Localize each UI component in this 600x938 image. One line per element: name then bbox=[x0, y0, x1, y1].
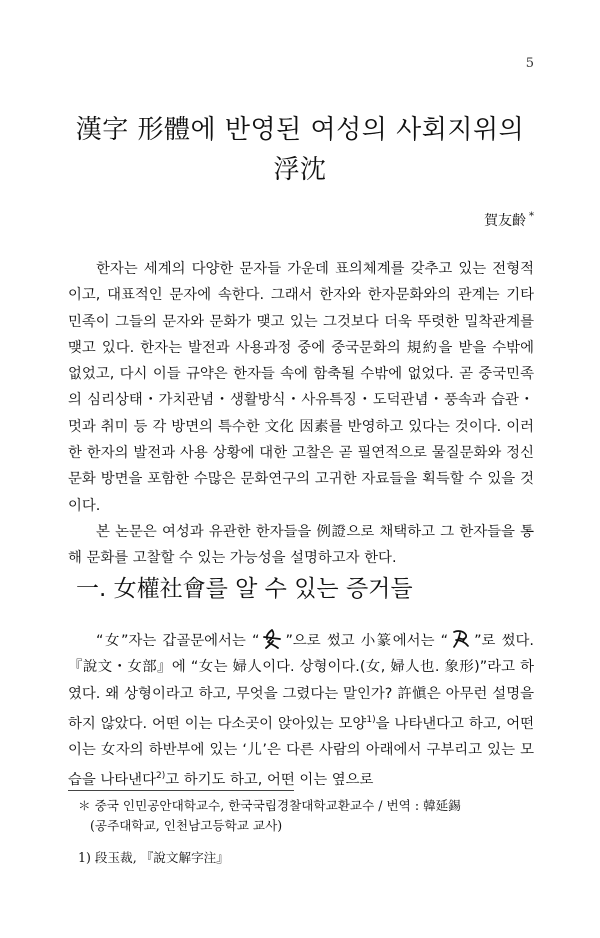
oracle-bone-nu-glyph-icon bbox=[259, 628, 285, 650]
author-name: 賀友齡 bbox=[484, 213, 526, 229]
section-text-5: 고 하기도 하고, 어떤 이는 옆으로 bbox=[165, 772, 374, 789]
footnote-divider bbox=[68, 790, 294, 791]
section-text-1: “女”자는 갑골문에서는 “ bbox=[96, 633, 260, 649]
section-text-4: 을 나타낸다고 하고, 어떤 이는 女자의 하반부에 있는 ‘儿’은 다른 사람의 아래에서 구부리고 있는 모습을 나타낸다 bbox=[68, 715, 534, 789]
page-number: 5 bbox=[525, 56, 534, 71]
section-paragraph-1 bbox=[68, 628, 534, 793]
page-title bbox=[40, 110, 560, 190]
author-footnote-mark: * bbox=[529, 211, 534, 223]
footnote-star-line-2: (공주대학교, 인천남고등학교 교사) bbox=[90, 818, 283, 833]
intro-paragraph-1: 한자는 세계의 다양한 문자들 가운데 표의체계를 갖추고 있는 전형적이고, 대표적인 문자에 속한다. 그래서 한자와 한자문화와의 관계는 기타 민족이 그들의 문자와 문화가 맺고 있는 그것보다 더욱 뚜렷한 밀착관계를 맺고 있다. 한자는 발전과 사용과정 중에 중국문화의 規約을 받을 수밖에 없었고, 다시 이들 규약은 한자들 속에 함축될 수밖에 없었다. 곧 중국민족의 심리상태・가치관념・생활방식・사유특징・도덕관념・풍속과 습관・멋과 취미 등 각 방면의 특수한 文化 因素를 반영하고 있다는 것이다. 이러한 한자의 발전과 사용 상황에 대한 고찰은 곧 필연적으로 물질문화와 정신문화 방면을 포함한 수많은 문화연구의 고귀한 자료들을 획득할 수 있을 것이다. bbox=[68, 261, 534, 514]
section-body bbox=[68, 628, 534, 793]
title-line-2: 浮沈 bbox=[273, 155, 327, 185]
footnote-star-line-1: ＊ 중국 인민공안대학교수, 한국국립경찰대학교환교수 / 번역 : 韓延錫 bbox=[78, 798, 461, 813]
small-seal-nu-glyph-icon bbox=[448, 628, 474, 650]
intro-paragraph-2: 본 논문은 여성과 유관한 한자들을 例證으로 채택하고 그 한자들을 통해 문화를 고찰할 수 있는 가능성을 설명하고자 한다. bbox=[68, 523, 534, 567]
author bbox=[484, 210, 534, 230]
footnotes bbox=[78, 796, 538, 868]
section-text-3: ”로 썼다. 『說文・女部』에 “女는 婦人이다. 상형이다.(女, 婦人也. 象形)”라고 하였다. 왜 상형이라고 하고, 무엇을 그렸다는 말인가? 許愼은 아무런 설명을 하지 않았다. 어떤 이는 다소곳이 앉아있는 모양 bbox=[68, 633, 534, 732]
section-heading: 一. 女權社會를 알 수 있는 증거들 bbox=[76, 576, 413, 602]
footnote-ref-2[interactable]: 2) bbox=[155, 771, 166, 782]
title-line-1: 漢字 形體에 반영된 여성의 사회지위의 bbox=[75, 115, 525, 145]
section-text-2: ”으로 썼고 小篆에서는 “ bbox=[285, 633, 449, 649]
footnote-1: 1) 段玉裁, 『說文解字注』 bbox=[78, 850, 229, 865]
footnote-ref-1[interactable]: 1) bbox=[366, 714, 376, 725]
intro-body bbox=[68, 256, 534, 572]
